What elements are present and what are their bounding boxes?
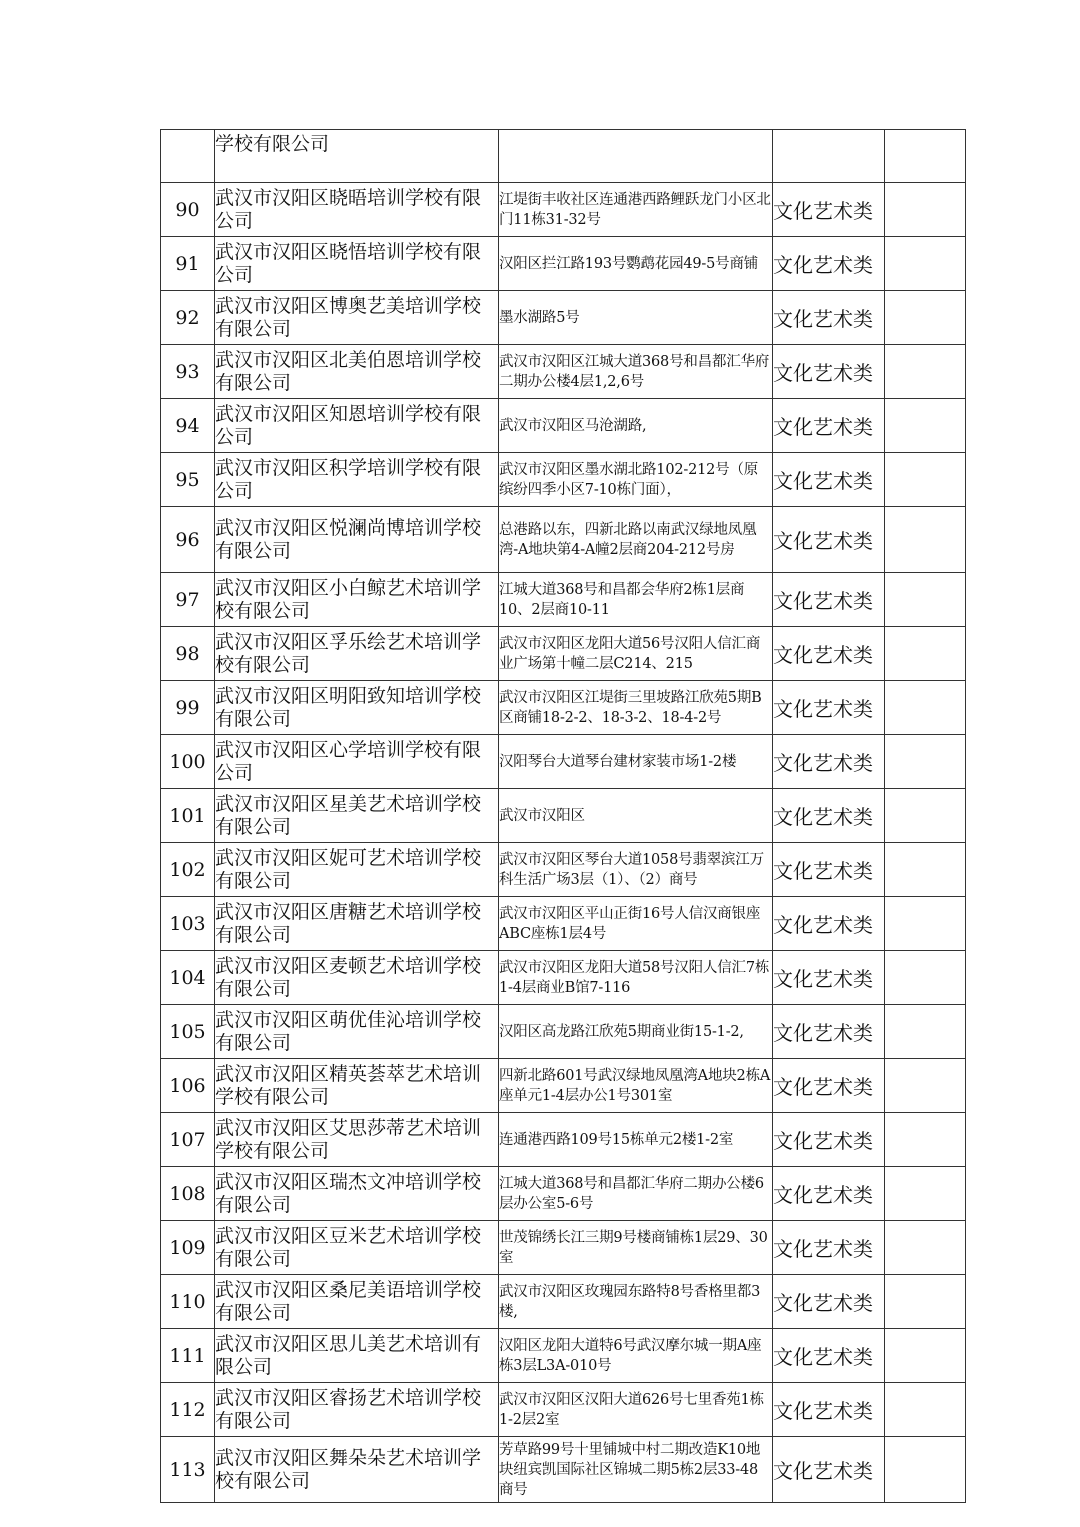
school-address: 世茂锦绣长江三期9号楼商铺栋1层29、30室 [499,1221,773,1275]
row-note [885,130,966,183]
row-number: 95 [161,453,215,507]
school-name: 武汉市汉阳区孚乐绘艺术培训学校有限公司 [215,627,499,681]
school-type: 文化艺术类 [773,789,885,843]
row-note [885,1437,966,1503]
row-note [885,453,966,507]
school-type: 文化艺术类 [773,951,885,1005]
school-address: 武汉市汉阳区马沧湖路, [499,399,773,453]
school-name: 武汉市汉阳区明阳致知培训学校有限公司 [215,681,499,735]
school-type: 文化艺术类 [773,897,885,951]
school-type: 文化艺术类 [773,1005,885,1059]
school-name: 武汉市汉阳区北美伯恩培训学校有限公司 [215,345,499,399]
row-number: 91 [161,237,215,291]
school-address: 武汉市汉阳区龙阳大道58号汉阳人信汇7栋1-4层商业B馆7-116 [499,951,773,1005]
table-row [161,1167,966,1221]
school-address: 汉阳琴台大道琴台建材家装市场1-2楼 [499,735,773,789]
school-name: 武汉市汉阳区舞朵朵艺术培训学校有限公司 [215,1437,499,1503]
school-name: 武汉市汉阳区萌优佳沁培训学校有限公司 [215,1005,499,1059]
school-type: 文化艺术类 [773,1059,885,1113]
row-number: 90 [161,183,215,237]
school-type: 文化艺术类 [773,453,885,507]
school-address: 武汉市汉阳区墨水湖北路102-212号（原缤纷四季小区7-10栋门面）， [499,453,773,507]
row-note [885,735,966,789]
school-address: 武汉市汉阳区琴台大道1058号翡翠滨江万科生活广场3层（1）、（2）商号 [499,843,773,897]
school-type: 文化艺术类 [773,507,885,573]
school-type: 文化艺术类 [773,237,885,291]
row-number: 93 [161,345,215,399]
table-row [161,237,966,291]
row-number: 96 [161,507,215,573]
table-row [161,1005,966,1059]
table-row [161,1329,966,1383]
school-type: 文化艺术类 [773,1113,885,1167]
school-name: 武汉市汉阳区博奥艺美培训学校有限公司 [215,291,499,345]
school-address: 四新北路601号武汉绿地凤凰湾A地块2栋A座单元1-4层办公1号301室 [499,1059,773,1113]
school-name: 武汉市汉阳区精英荟萃艺术培训学校有限公司 [215,1059,499,1113]
row-note [885,573,966,627]
table-row [161,573,966,627]
school-address: 连通港西路109号15栋单元2楼1-2室 [499,1113,773,1167]
school-name: 武汉市汉阳区悦澜尚博培训学校有限公司 [215,507,499,573]
row-number: 110 [161,1275,215,1329]
school-address: 芳草路99号十里铺城中村二期改造K10地块纽宾凯国际社区锦城二期5栋2层33-48商号 [499,1437,773,1503]
row-note [885,1275,966,1329]
row-note [885,789,966,843]
school-name: 武汉市汉阳区心学培训学校有限公司 [215,735,499,789]
table-row [161,1113,966,1167]
school-address: 总港路以东，四新北路以南武汉绿地凤凰湾-A地块第4-A幢2层商204-212号房 [499,507,773,573]
school-name: 武汉市汉阳区思儿美艺术培训有限公司 [215,1329,499,1383]
row-number [161,130,215,183]
row-note [885,399,966,453]
table-row [161,345,966,399]
table-row [161,453,966,507]
row-number: 106 [161,1059,215,1113]
school-address [499,130,773,183]
school-type [773,130,885,183]
row-note [885,1383,966,1437]
row-number: 113 [161,1437,215,1503]
school-address: 汉阳区拦江路193号鹦鹉花园49-5号商铺 [499,237,773,291]
school-type: 文化艺术类 [773,1221,885,1275]
school-name: 武汉市汉阳区积学培训学校有限公司 [215,453,499,507]
school-name: 武汉市汉阳区唐糖艺术培训学校有限公司 [215,897,499,951]
row-number: 94 [161,399,215,453]
table-row [161,1059,966,1113]
school-type: 文化艺术类 [773,1167,885,1221]
row-number: 92 [161,291,215,345]
table-row [161,735,966,789]
school-type: 文化艺术类 [773,345,885,399]
row-note [885,627,966,681]
school-name: 武汉市汉阳区麦顿艺术培训学校有限公司 [215,951,499,1005]
table-row [161,627,966,681]
row-number: 103 [161,897,215,951]
row-number: 98 [161,627,215,681]
row-number: 105 [161,1005,215,1059]
table-row [161,951,966,1005]
school-type: 文化艺术类 [773,291,885,345]
table-row [161,681,966,735]
school-type: 文化艺术类 [773,843,885,897]
school-name: 武汉市汉阳区星美艺术培训学校有限公司 [215,789,499,843]
school-name: 武汉市汉阳区小白鲸艺术培训学校有限公司 [215,573,499,627]
row-note [885,1221,966,1275]
table-row [161,843,966,897]
table-row-continuation [161,130,966,183]
table-row [161,897,966,951]
school-type: 文化艺术类 [773,1383,885,1437]
school-name: 武汉市汉阳区知恩培训学校有限公司 [215,399,499,453]
school-type: 文化艺术类 [773,627,885,681]
row-note [885,237,966,291]
table-row [161,1437,966,1503]
row-number: 97 [161,573,215,627]
school-type: 文化艺术类 [773,735,885,789]
table-row [161,1383,966,1437]
school-type: 文化艺术类 [773,399,885,453]
row-note [885,1005,966,1059]
school-address: 武汉市汉阳区玫瑰园东路特8号香格里都3楼, [499,1275,773,1329]
school-address: 武汉市汉阳区 [499,789,773,843]
school-address: 武汉市汉阳区龙阳大道56号汉阳人信汇商业广场第十幢二层C214、215 [499,627,773,681]
school-type: 文化艺术类 [773,681,885,735]
school-address: 墨水湖路5号 [499,291,773,345]
school-name: 武汉市汉阳区妮可艺术培训学校有限公司 [215,843,499,897]
school-address: 江堤街丰收社区连通港西路鲤跃龙门小区北门11栋31-32号 [499,183,773,237]
school-type: 文化艺术类 [773,183,885,237]
school-type: 文化艺术类 [773,573,885,627]
school-address: 武汉市汉阳区江城大道368号和昌都汇华府二期办公楼4层1,2,6号 [499,345,773,399]
school-type: 文化艺术类 [773,1275,885,1329]
row-note [885,507,966,573]
row-number: 100 [161,735,215,789]
row-number: 102 [161,843,215,897]
row-note [885,1167,966,1221]
row-note [885,681,966,735]
row-note [885,1113,966,1167]
school-name: 武汉市汉阳区艾思莎蒂艺术培训学校有限公司 [215,1113,499,1167]
table-row [161,507,966,573]
school-type: 文化艺术类 [773,1437,885,1503]
row-note [885,843,966,897]
school-address: 武汉市汉阳区江堤街三里坡路江欣苑5期B区商铺18-2-2、18-3-2、18-4-2号 [499,681,773,735]
school-address: 汉阳区高龙路江欣苑5期商业街15-1-2, [499,1005,773,1059]
school-name: 武汉市汉阳区晓晤培训学校有限公司 [215,183,499,237]
table-body [161,130,966,1503]
row-number: 107 [161,1113,215,1167]
row-note [885,1059,966,1113]
row-number: 101 [161,789,215,843]
school-address: 武汉市汉阳区汉阳大道626号七里香苑1栋1-2层2室 [499,1383,773,1437]
school-name: 学校有限公司 [215,130,499,183]
row-number: 112 [161,1383,215,1437]
school-type: 文化艺术类 [773,1329,885,1383]
row-note [885,291,966,345]
school-address: 江城大道368号和昌都会华府2栋1层商10、2层商10-11 [499,573,773,627]
row-number: 111 [161,1329,215,1383]
row-note [885,897,966,951]
table-row [161,291,966,345]
table-row [161,183,966,237]
row-number: 104 [161,951,215,1005]
table-row [161,1275,966,1329]
school-name: 武汉市汉阳区晓悟培训学校有限公司 [215,237,499,291]
school-name: 武汉市汉阳区桑尼美语培训学校有限公司 [215,1275,499,1329]
school-name: 武汉市汉阳区瑞杰文冲培训学校有限公司 [215,1167,499,1221]
row-number: 99 [161,681,215,735]
school-address: 江城大道368号和昌都汇华府二期办公楼6层办公室5-6号 [499,1167,773,1221]
table-row [161,399,966,453]
row-note [885,345,966,399]
school-address: 武汉市汉阳区平山正街16号人信汉商银座ABC座栋1层4号 [499,897,773,951]
row-note [885,951,966,1005]
row-number: 109 [161,1221,215,1275]
row-note [885,1329,966,1383]
school-list-table [160,129,966,1503]
table-row [161,789,966,843]
school-address: 汉阳区龙阳大道特6号武汉摩尔城一期A座栋3层L3A-010号 [499,1329,773,1383]
row-number: 108 [161,1167,215,1221]
table-row [161,1221,966,1275]
row-note [885,183,966,237]
school-name: 武汉市汉阳区睿扬艺术培训学校有限公司 [215,1383,499,1437]
school-name: 武汉市汉阳区豆米艺术培训学校有限公司 [215,1221,499,1275]
